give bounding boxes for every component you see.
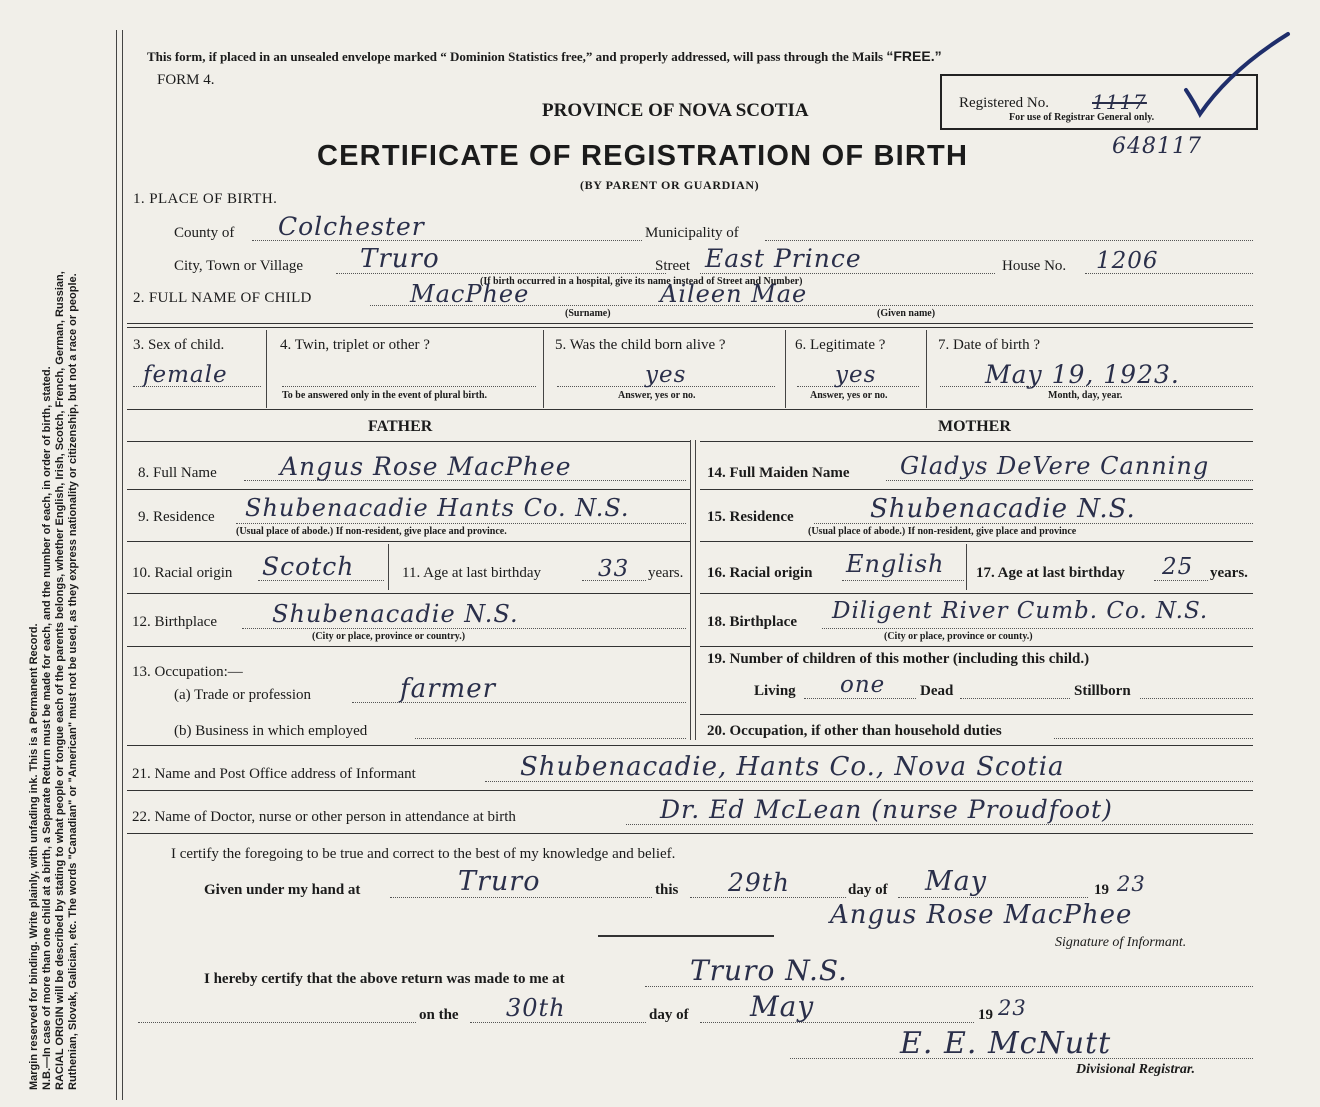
father-residence-value: Shubenacadie Hants Co. N.S. bbox=[245, 494, 630, 522]
registered-label: Registered No. bbox=[959, 95, 1049, 111]
father-heading: FATHER bbox=[368, 418, 433, 435]
mother-name-value: Gladys DeVere Canning bbox=[900, 452, 1210, 480]
mother-residence-note: (Usual place of abode.) If non-resident, give place and province bbox=[808, 526, 1077, 537]
mother-racial-value: English bbox=[846, 550, 945, 578]
section-rule bbox=[127, 833, 1253, 834]
mother-children-label: 19. Number of children of this mother (including this child.) bbox=[707, 651, 1090, 667]
return-day-line bbox=[470, 1022, 646, 1023]
given-place-line bbox=[390, 897, 652, 898]
sex-label: 3. Sex of child. bbox=[133, 337, 225, 353]
row-rule bbox=[127, 489, 690, 490]
father-age-label: 11. Age at last birthday bbox=[402, 565, 541, 581]
given-year-value: 23 bbox=[1117, 872, 1146, 896]
given-day-value: 29th bbox=[728, 868, 790, 897]
father-residence-note: (Usual place of abode.) If non-resident, give place and province. bbox=[236, 526, 507, 537]
father-age-unit: years. bbox=[648, 565, 684, 581]
father-heading-rule bbox=[127, 441, 690, 442]
dead-label: Dead bbox=[920, 683, 954, 699]
given-month-line bbox=[898, 897, 1088, 898]
mother-name-line bbox=[886, 480, 1253, 481]
row-rule bbox=[700, 714, 1253, 715]
row-rule bbox=[127, 541, 690, 542]
registry-number: 648117 bbox=[1112, 134, 1202, 159]
mother-heading-rule bbox=[700, 441, 1253, 442]
row-rule bbox=[700, 593, 1253, 594]
side-margin-text bbox=[28, 30, 80, 1090]
informant-value: Shubenacadie, Hants Co., Nova Scotia bbox=[520, 752, 1065, 782]
house-label: House No. bbox=[1002, 258, 1067, 274]
father-birthplace-line bbox=[242, 628, 686, 629]
margin-rule bbox=[116, 30, 117, 1100]
section-rule bbox=[127, 409, 1253, 410]
return-year-value: 23 bbox=[998, 996, 1027, 1020]
mother-birthplace-line bbox=[822, 628, 1253, 629]
given-caption: (Given name) bbox=[877, 308, 936, 319]
legitimate-note: Answer, yes or no. bbox=[810, 390, 888, 401]
mail-notice-free: “FREE.” bbox=[886, 48, 942, 64]
page-subtitle: (BY PARENT OR GUARDIAN) bbox=[580, 178, 760, 192]
living-label: Living bbox=[754, 683, 796, 699]
mother-age-value: 25 bbox=[1162, 554, 1194, 580]
return-place-value: Truro N.S. bbox=[690, 954, 848, 987]
informant-label: 21. Name and Post Office address of Informant bbox=[132, 766, 416, 782]
row-rule bbox=[127, 790, 1253, 791]
mother-name-label: 14. Full Maiden Name bbox=[707, 465, 850, 481]
mail-notice-text: This form, if placed in an unsealed envelope marked “ Dominion Statistics free,” and properly addressed, will pass through the Mails bbox=[147, 49, 884, 64]
father-racial-value: Scotch bbox=[262, 552, 355, 581]
column-divider bbox=[785, 330, 786, 408]
county-value: Colchester bbox=[278, 212, 425, 241]
father-birthplace-label: 12. Birthplace bbox=[132, 614, 217, 630]
mother-occupation-label: 20. Occupation, if other than household duties bbox=[707, 723, 1002, 739]
section-rule bbox=[127, 745, 1253, 746]
mother-residence-value: Shubenacadie N.S. bbox=[870, 494, 1136, 524]
alive-note: Answer, yes or no. bbox=[618, 390, 696, 401]
mother-age-label: 17. Age at last birthday bbox=[976, 565, 1125, 581]
father-occupation-label: 13. Occupation:— bbox=[132, 664, 243, 680]
return-lead-line bbox=[138, 1022, 416, 1023]
mother-heading: MOTHER bbox=[938, 418, 1011, 435]
father-trade-value: farmer bbox=[400, 674, 497, 704]
return-month-line bbox=[700, 1022, 974, 1023]
row-rule bbox=[127, 593, 690, 594]
side-line-2: N.B.—In case of more than one child at a birth, a Separate Return must be made for each, and the number of each, in order of birth, stated. bbox=[41, 366, 53, 1090]
father-business-line bbox=[415, 738, 686, 739]
informant-signature-caption: Signature of Informant. bbox=[1055, 935, 1187, 950]
column-divider bbox=[266, 330, 267, 408]
street-label: Street bbox=[655, 258, 690, 274]
child-given-value: Aileen Mae bbox=[660, 280, 808, 308]
registered-value: 1117 bbox=[1092, 90, 1147, 114]
given-place-value: Truro bbox=[458, 866, 541, 897]
on-the-label: on the bbox=[419, 1007, 459, 1023]
mother-age-unit: years. bbox=[1210, 565, 1248, 581]
signature-rule bbox=[598, 935, 774, 937]
doctor-label: 22. Name of Doctor, nurse or other person in attendance at birth bbox=[132, 809, 516, 825]
twin-note: To be answered only in the event of plural birth. bbox=[282, 390, 488, 401]
row-rule bbox=[700, 646, 1253, 647]
city-value: Truro bbox=[360, 244, 440, 274]
mother-birthplace-value: Diligent River Cumb. Co. N.S. bbox=[832, 598, 1209, 624]
given-day-line bbox=[690, 897, 846, 898]
check-mark-icon bbox=[1180, 30, 1300, 120]
legitimate-label: 6. Legitimate ? bbox=[795, 337, 886, 353]
dob-value: May 19, 1923. bbox=[985, 360, 1180, 389]
stillborn-label: Stillborn bbox=[1074, 683, 1131, 699]
mother-racial-line bbox=[842, 580, 964, 581]
father-birthplace-value: Shubenacadie N.S. bbox=[272, 600, 519, 628]
side-line-3: RACIAL ORIGIN will be described by stating to what people or tongue each of the parents belongs, whether English, Irish, Scotch, French, German, Russian, bbox=[54, 271, 66, 1090]
dob-note: Month, day, year. bbox=[1048, 390, 1123, 401]
father-age-value: 33 bbox=[598, 556, 630, 582]
form-number: FORM 4. bbox=[157, 72, 215, 88]
stillborn-line bbox=[1140, 698, 1253, 699]
father-residence-line bbox=[236, 523, 686, 524]
street-line bbox=[700, 273, 995, 274]
city-label: City, Town or Village bbox=[174, 258, 304, 274]
mail-notice bbox=[147, 48, 942, 65]
father-name-label: 8. Full Name bbox=[138, 465, 217, 481]
row-rule bbox=[127, 646, 690, 647]
sex-value: female bbox=[143, 362, 228, 388]
this-label: this bbox=[655, 882, 679, 898]
day-of-label: day of bbox=[848, 882, 888, 898]
column-divider bbox=[926, 330, 927, 408]
side-line-1: Margin reserved for binding. Write plainly, with unfading ink. This is a Permanent Record. bbox=[28, 623, 40, 1090]
mother-birthplace-note: (City or place, province or county.) bbox=[884, 631, 1033, 642]
house-value: 1206 bbox=[1096, 248, 1159, 274]
legitimate-value: yes bbox=[835, 362, 877, 388]
return-day-of-label: day of bbox=[649, 1007, 689, 1023]
doctor-value: Dr. Ed McLean (nurse Proudfoot) bbox=[660, 795, 1113, 824]
registrar-note: For use of Registrar General only. bbox=[1009, 112, 1155, 123]
dead-line bbox=[960, 698, 1070, 699]
return-year-prefix: 19 bbox=[978, 1007, 993, 1023]
certify-statement: I certify the foregoing to be true and correct to the best of my knowledge and belief. bbox=[171, 846, 676, 862]
father-racial-label: 10. Racial origin bbox=[132, 565, 233, 581]
parents-divider bbox=[690, 440, 691, 740]
column-divider bbox=[388, 544, 389, 590]
parents-divider bbox=[695, 440, 696, 740]
column-divider bbox=[966, 544, 967, 590]
living-value: one bbox=[840, 672, 886, 698]
given-month-value: May bbox=[925, 866, 987, 897]
child-name-label: 2. FULL NAME OF CHILD bbox=[133, 290, 312, 306]
page-title: CERTIFICATE OF REGISTRATION OF BIRTH bbox=[317, 140, 969, 172]
father-birthplace-note: (City or place, province or country.) bbox=[312, 631, 466, 642]
section-rule bbox=[127, 327, 1253, 328]
alive-label: 5. Was the child born alive ? bbox=[555, 337, 726, 353]
return-day-value: 30th bbox=[506, 994, 566, 1022]
row-rule bbox=[700, 489, 1253, 490]
place-of-birth-heading: 1. PLACE OF BIRTH. bbox=[133, 191, 278, 207]
registrar-caption: Divisional Registrar. bbox=[1076, 1062, 1196, 1077]
margin-rule bbox=[122, 30, 123, 1100]
hospital-note: (If birth occurred in a hospital, give its name instead of Street and Number) bbox=[480, 276, 803, 287]
province-heading: PROVINCE OF NOVA SCOTIA bbox=[542, 100, 809, 121]
mother-birthplace-label: 18. Birthplace bbox=[707, 614, 797, 630]
side-line-4: Ruthenian, Slovak, Galician, etc. The words "Canadian" or "American" must not be used, as they express nationality or citizenship, but not a race or people. bbox=[67, 273, 79, 1090]
street-value: East Prince bbox=[705, 244, 862, 273]
father-name-value: Angus Rose MacPhee bbox=[280, 452, 572, 481]
twin-line bbox=[282, 386, 536, 387]
alive-value: yes bbox=[645, 362, 687, 388]
twin-label: 4. Twin, triplet or other ? bbox=[280, 337, 430, 353]
municipality-line bbox=[765, 240, 1253, 241]
father-residence-label: 9. Residence bbox=[138, 509, 215, 525]
father-trade-label: (a) Trade or profession bbox=[174, 687, 312, 703]
surname-caption: (Surname) bbox=[565, 308, 611, 319]
child-surname-value: MacPhee bbox=[410, 280, 530, 308]
section-rule bbox=[127, 323, 1253, 324]
county-label: County of bbox=[174, 225, 235, 241]
informant-signature: Angus Rose MacPhee bbox=[830, 900, 1133, 930]
mother-occupation-line bbox=[1054, 738, 1253, 739]
dob-label: 7. Date of birth ? bbox=[938, 337, 1041, 353]
given-label: Given under my hand at bbox=[204, 882, 361, 898]
return-month-value: May bbox=[750, 990, 815, 1023]
year-prefix: 19 bbox=[1094, 882, 1109, 898]
registrar-signature: E. E. McNutt bbox=[900, 1026, 1112, 1061]
row-rule bbox=[700, 541, 1253, 542]
mother-age-line bbox=[1154, 580, 1208, 581]
column-divider bbox=[543, 330, 544, 408]
doctor-line bbox=[626, 824, 1253, 825]
mother-residence-label: 15. Residence bbox=[707, 509, 794, 525]
municipality-label: Municipality of bbox=[645, 225, 739, 241]
father-business-label: (b) Business in which employed bbox=[174, 723, 368, 739]
return-label: I hereby certify that the above return was made to me at bbox=[204, 971, 565, 987]
living-line bbox=[804, 698, 916, 699]
mother-racial-label: 16. Racial origin bbox=[707, 565, 813, 581]
